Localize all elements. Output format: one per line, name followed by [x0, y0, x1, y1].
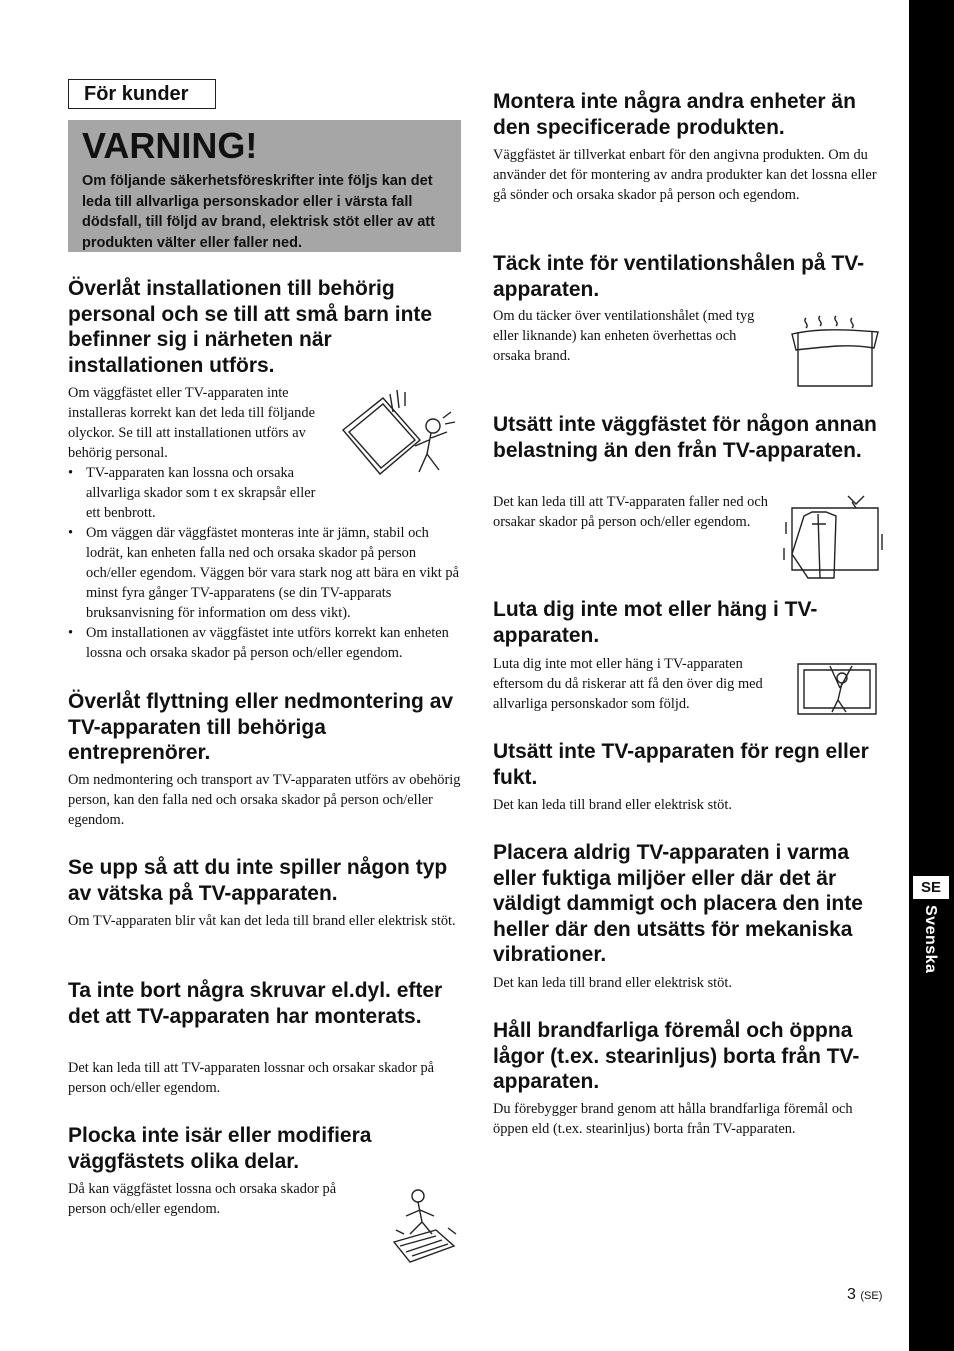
heading-environment: Placera aldrig TV-apparaten i varma eller fuktiga miljöer eller där det är väldigt dammigt och placera den inte heller där den utsätts för mekaniska vibrationer.	[493, 841, 863, 966]
heading-load: Utsätt inte väggfästet för någon annan belastning än den från TV-apparaten.	[493, 413, 877, 462]
heading-other-devices: Montera inte några andra enheter än den specificerade produkten.	[493, 90, 856, 139]
liquid-body: Om TV-apparaten blir våt kan det leda till brand eller elektrisk stöt.	[68, 913, 456, 929]
load-body: Det kan leda till att TV-apparaten faller ned och orsakar skador på person och/eller egendom.	[493, 494, 768, 530]
heading-ventilation: Täck inte för ventilationshålen på TV-apparaten.	[493, 252, 865, 301]
lean-body: Luta dig inte mot eller häng i TV-apparaten eftersom du då riskerar att få den över dig med allvarliga personskador som följd.	[493, 656, 763, 712]
heading-installation: Överlåt installationen till behörig personal och se till att små barn inte befinner sig i närheten när installationen utförs.	[68, 277, 433, 377]
heading-modify: Plocka inte isär eller modifiera väggfästets olika delar.	[68, 1124, 372, 1173]
page-number	[847, 1286, 882, 1304]
disassembly-illustration	[388, 1186, 462, 1268]
page-number-value: 3	[847, 1286, 856, 1303]
heading-flammable: Håll brandfarliga föremål och öppna lågor (t.ex. stearinljus) borta från TV-apparaten.	[493, 1019, 860, 1093]
list-item: • Om väggen där väggfästet monteras inte är jämn, stabil och lodrät, kan enheten falla ned och orsaka skador på person och/eller egendom. Väggen bör vara stark nog att bära en vikt på minst fyra gånger TV-apparatens (se din TV-apparats bruksanvisning för information om dess vikt).	[68, 523, 461, 623]
list-item: • TV-apparaten kan lossna och orsaka allvarliga skador som t ex skrapsår eller ett benbrott.	[68, 463, 326, 523]
screws-body: Det kan leda till att TV-apparaten lossnar och orsakar skador på person och/eller egendom.	[68, 1060, 435, 1096]
warning-text: Om följande säkerhetsföreskrifter inte följs kan det leda till allvarliga personskador eller i värsta fall dödsfall, till följd av brand, elektrisk stöt eller av att produkten välter eller faller ned.	[82, 173, 435, 251]
coat-on-tv-illustration	[782, 494, 884, 586]
language-label: Svenska	[922, 905, 939, 974]
rain-body: Det kan leda till brand eller elektrisk stöt.	[493, 797, 732, 813]
heading-screws: Ta inte bort några skruvar el.dyl. efter det att TV-apparaten har monterats.	[68, 979, 443, 1028]
language-code-badge: SE	[913, 876, 949, 899]
heading-moving: Överlåt flyttning eller nedmontering av TV-apparaten till behöriga entreprenörer.	[68, 690, 454, 764]
list-item: • Om installationen av väggfästet inte utförs korrekt kan enheten lossna och orsaka skador på person och/eller egendom.	[68, 623, 461, 663]
language-sidebar	[909, 0, 954, 1351]
environment-body: Det kan leda till brand eller elektrisk stöt.	[493, 975, 732, 991]
installation-bullets-b	[68, 523, 461, 663]
falling-tv-illustration	[335, 388, 461, 478]
for-kunder-label: För kunder	[68, 79, 216, 109]
installation-intro: Om väggfästet eller TV-apparaten inte installeras korrekt kan det leda till följande olyckor. Se till att installationen utförs av behörig personal.	[68, 385, 315, 461]
ventilation-body: Om du täcker över ventilationshålet (med tyg eller liknande) kan enheten överhettas och orsaka brand.	[493, 308, 755, 364]
warning-box	[68, 120, 461, 252]
other-devices-body: Väggfästet är tillverkat enbart för den angivna produkten. Om du använder det för montering av andra produkter kan det lossna eller gå sönder och orsaka skador på person och egendom.	[493, 147, 877, 203]
flammable-body: Du förebygger brand genom att hålla brandfarliga föremål och öppen eld (t.ex. stearinljus) borta från TV-apparaten.	[493, 1101, 853, 1137]
installation-bullets-a	[68, 463, 326, 523]
covered-tv-illustration	[790, 310, 880, 390]
heading-liquid: Se upp så att du inte spiller någon typ av vätska på TV-apparaten.	[68, 856, 448, 905]
hanging-on-tv-illustration	[792, 656, 882, 722]
heading-rain: Utsätt inte TV-apparaten för regn eller fukt.	[493, 740, 869, 789]
modify-body: Då kan väggfästet lossna och orsaka skador på person och/eller egendom.	[68, 1181, 337, 1217]
moving-body: Om nedmontering och transport av TV-apparaten utförs av obehörig person, kan den falla ned och orsaka skador på person och/eller egendom.	[68, 772, 461, 828]
page-number-suffix: (SE)	[860, 1290, 883, 1302]
warning-title: VARNING!	[82, 125, 258, 166]
heading-lean: Luta dig inte mot eller häng i TV-apparaten.	[493, 598, 818, 647]
